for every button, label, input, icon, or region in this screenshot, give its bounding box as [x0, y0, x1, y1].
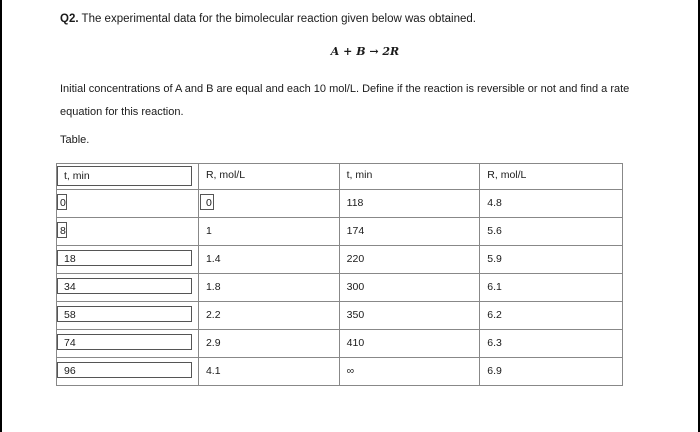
table-cell: ∞ — [339, 358, 480, 386]
header-cell: R, mol/L — [480, 164, 623, 190]
table-cell: 6.2 — [480, 302, 623, 330]
table-cell: 1.8 — [198, 274, 339, 302]
table-cell: 1 — [198, 218, 339, 246]
table-cell: 34 — [57, 274, 199, 302]
header-cell: t, min — [57, 164, 199, 190]
table-label: Table. — [60, 134, 90, 146]
table-cell: 1.4 — [198, 246, 339, 274]
paragraph-line-2: equation for this reaction. — [60, 106, 184, 118]
table-cell: 5.9 — [480, 246, 623, 274]
table-row — [57, 246, 623, 274]
table-row — [57, 330, 623, 358]
table-row — [57, 218, 623, 246]
table-row — [57, 358, 623, 386]
table-cell: 350 — [339, 302, 480, 330]
table-cell: 410 — [339, 330, 480, 358]
header-cell: t, min — [339, 164, 480, 190]
paragraph-line-1: Initial concentrations of A and B are equal and each 10 mol/L. Define if the reaction is reversible or not and find a rate — [60, 83, 630, 95]
table-cell: 2.9 — [198, 330, 339, 358]
table-cell: 6.9 — [480, 358, 623, 386]
table-header-row — [57, 164, 623, 190]
table-cell: 5.6 — [480, 218, 623, 246]
data-table — [56, 163, 623, 386]
table-cell: 8 — [57, 218, 199, 246]
table-cell: 2.2 — [198, 302, 339, 330]
table-cell: 0 — [57, 190, 199, 218]
table-row — [57, 190, 623, 218]
table-cell: 96 — [57, 358, 199, 386]
table-cell: 174 — [339, 218, 480, 246]
table-cell: 0 — [198, 190, 339, 218]
table-cell: 220 — [339, 246, 480, 274]
reaction-equation: A + B → 2R — [330, 45, 400, 58]
table-cell: 4.8 — [480, 190, 623, 218]
left-screen-border — [0, 0, 2, 432]
table-cell: 300 — [339, 274, 480, 302]
question-number: Q2. — [60, 13, 79, 25]
table-cell: 6.1 — [480, 274, 623, 302]
table-row — [57, 274, 623, 302]
table-row — [57, 302, 623, 330]
header-cell: R, mol/L — [198, 164, 339, 190]
question-heading — [60, 13, 476, 25]
table-cell: 4.1 — [198, 358, 339, 386]
table-cell: 6.3 — [480, 330, 623, 358]
table-cell: 18 — [57, 246, 199, 274]
question-paragraph — [60, 78, 670, 124]
table-cell: 58 — [57, 302, 199, 330]
question-text: The experimental data for the bimolecular reaction given below was obtained. — [81, 13, 476, 25]
table-cell: 118 — [339, 190, 480, 218]
table-cell: 74 — [57, 330, 199, 358]
